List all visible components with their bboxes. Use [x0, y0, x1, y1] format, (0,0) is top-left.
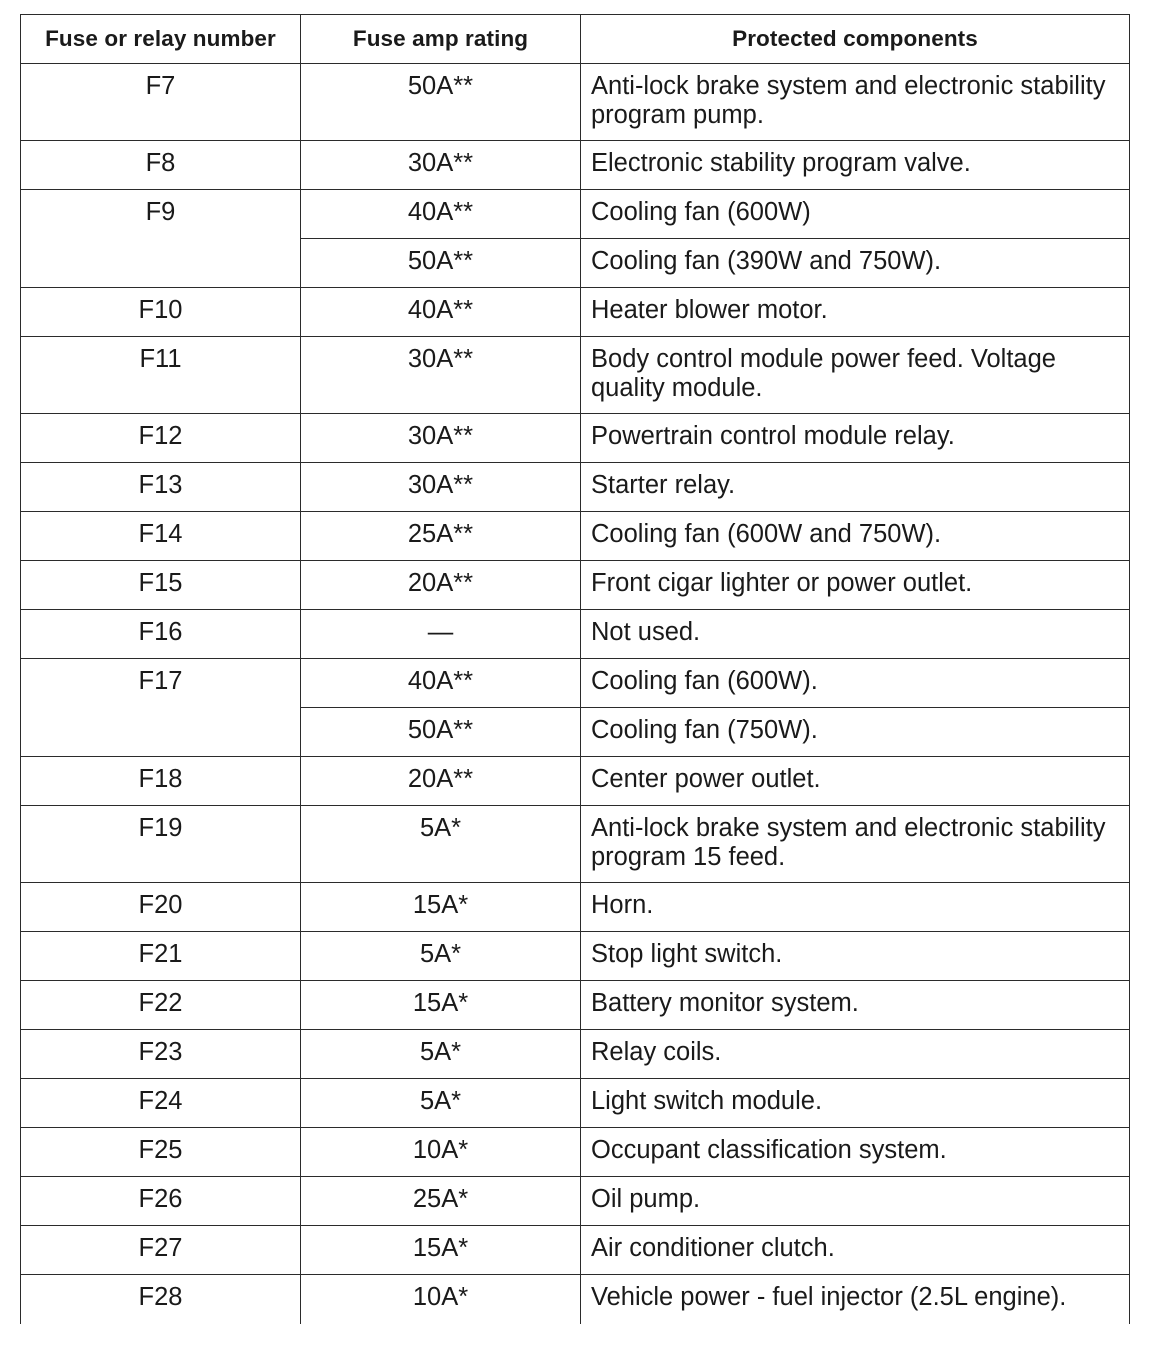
protected-components-cell: Heater blower motor. — [581, 288, 1130, 337]
protected-components-cell: Stop light switch. — [581, 932, 1130, 981]
fuse-number-cell: F9 — [21, 190, 301, 288]
table-row — [21, 757, 1130, 806]
amp-rating-cell: 30A** — [301, 141, 581, 190]
fuse-number-cell: F13 — [21, 463, 301, 512]
fuse-number-cell: F17 — [21, 659, 301, 757]
amp-rating-cell: 10A* — [301, 1128, 581, 1177]
table-header — [21, 15, 1130, 64]
amp-rating-cell: 15A* — [301, 883, 581, 932]
amp-rating-cell: 40A** — [301, 659, 581, 708]
fuse-number-cell: F8 — [21, 141, 301, 190]
fuse-number-cell: F24 — [21, 1079, 301, 1128]
amp-rating-cell: 25A* — [301, 1177, 581, 1226]
protected-components-cell: Cooling fan (600W). — [581, 659, 1130, 708]
header-protected-components: Protected components — [581, 15, 1130, 64]
protected-components-cell: Cooling fan (600W) — [581, 190, 1130, 239]
amp-rating-cell: 40A** — [301, 190, 581, 239]
protected-components-cell: Center power outlet. — [581, 757, 1130, 806]
table-row — [21, 512, 1130, 561]
amp-rating-cell: 50A** — [301, 708, 581, 757]
protected-components-cell: Horn. — [581, 883, 1130, 932]
amp-rating-cell: — — [301, 610, 581, 659]
protected-components-cell: Starter relay. — [581, 463, 1130, 512]
protected-components-cell: Cooling fan (390W and 750W). — [581, 239, 1130, 288]
protected-components-cell: Cooling fan (750W). — [581, 708, 1130, 757]
fuse-number-cell: F26 — [21, 1177, 301, 1226]
header-row — [21, 15, 1130, 64]
amp-rating-cell: 5A* — [301, 1030, 581, 1079]
fuse-number-cell: F28 — [21, 1275, 301, 1324]
amp-rating-cell: 30A** — [301, 414, 581, 463]
amp-rating-cell: 25A** — [301, 512, 581, 561]
protected-components-cell: Vehicle power - fuel injector (2.5L engine). — [581, 1275, 1130, 1324]
table-row — [21, 932, 1130, 981]
amp-rating-cell: 15A* — [301, 1226, 581, 1275]
amp-rating-cell: 5A* — [301, 932, 581, 981]
table-row — [21, 561, 1130, 610]
protected-components-cell: Electronic stability program valve. — [581, 141, 1130, 190]
table-row — [21, 659, 1130, 708]
protected-components-cell: Powertrain control module relay. — [581, 414, 1130, 463]
protected-components-cell: Cooling fan (600W and 750W). — [581, 512, 1130, 561]
amp-rating-cell: 30A** — [301, 337, 581, 414]
protected-components-cell: Anti-lock brake system and electronic stability program 15 feed. — [581, 806, 1130, 883]
fuse-number-cell: F12 — [21, 414, 301, 463]
fuse-number-cell: F14 — [21, 512, 301, 561]
protected-components-cell: Body control module power feed. Voltage quality module. — [581, 337, 1130, 414]
table-row — [21, 610, 1130, 659]
table-row — [21, 414, 1130, 463]
amp-rating-cell: 5A* — [301, 806, 581, 883]
table-row — [21, 883, 1130, 932]
amp-rating-cell: 50A** — [301, 239, 581, 288]
fuse-number-cell: F19 — [21, 806, 301, 883]
fuse-number-cell: F27 — [21, 1226, 301, 1275]
table-row — [21, 288, 1130, 337]
fuse-number-cell: F21 — [21, 932, 301, 981]
fuse-number-cell: F22 — [21, 981, 301, 1030]
table-row — [21, 1128, 1130, 1177]
table-row — [21, 463, 1130, 512]
amp-rating-cell: 10A* — [301, 1275, 581, 1324]
header-fuse-number: Fuse or relay number — [21, 15, 301, 64]
protected-components-cell: Oil pump. — [581, 1177, 1130, 1226]
table-row — [21, 981, 1130, 1030]
header-amp-rating: Fuse amp rating — [301, 15, 581, 64]
amp-rating-cell: 15A* — [301, 981, 581, 1030]
amp-rating-cell: 50A** — [301, 64, 581, 141]
fuse-number-cell: F15 — [21, 561, 301, 610]
table-row — [21, 141, 1130, 190]
table-row — [21, 337, 1130, 414]
table-row — [21, 1177, 1130, 1226]
table-row — [21, 1079, 1130, 1128]
protected-components-cell: Not used. — [581, 610, 1130, 659]
amp-rating-cell: 20A** — [301, 561, 581, 610]
protected-components-cell: Relay coils. — [581, 1030, 1130, 1079]
fuse-number-cell: F10 — [21, 288, 301, 337]
fuse-number-cell: F25 — [21, 1128, 301, 1177]
protected-components-cell: Battery monitor system. — [581, 981, 1130, 1030]
amp-rating-cell: 30A** — [301, 463, 581, 512]
table-row — [21, 1030, 1130, 1079]
fuse-number-cell: F23 — [21, 1030, 301, 1079]
table-row — [21, 806, 1130, 883]
table-row — [21, 1226, 1130, 1275]
protected-components-cell: Front cigar lighter or power outlet. — [581, 561, 1130, 610]
table-row — [21, 190, 1130, 239]
fuse-number-cell: F18 — [21, 757, 301, 806]
fuse-number-cell: F16 — [21, 610, 301, 659]
fuse-table — [20, 14, 1130, 1324]
fuse-number-cell: F11 — [21, 337, 301, 414]
fuse-number-cell: F7 — [21, 64, 301, 141]
table-row — [21, 1275, 1130, 1324]
table-body — [21, 64, 1130, 1324]
table-row — [21, 64, 1130, 141]
protected-components-cell: Occupant classification system. — [581, 1128, 1130, 1177]
amp-rating-cell: 5A* — [301, 1079, 581, 1128]
protected-components-cell: Air conditioner clutch. — [581, 1226, 1130, 1275]
amp-rating-cell: 40A** — [301, 288, 581, 337]
amp-rating-cell: 20A** — [301, 757, 581, 806]
fuse-number-cell: F20 — [21, 883, 301, 932]
protected-components-cell: Light switch module. — [581, 1079, 1130, 1128]
protected-components-cell: Anti-lock brake system and electronic stability program pump. — [581, 64, 1130, 141]
